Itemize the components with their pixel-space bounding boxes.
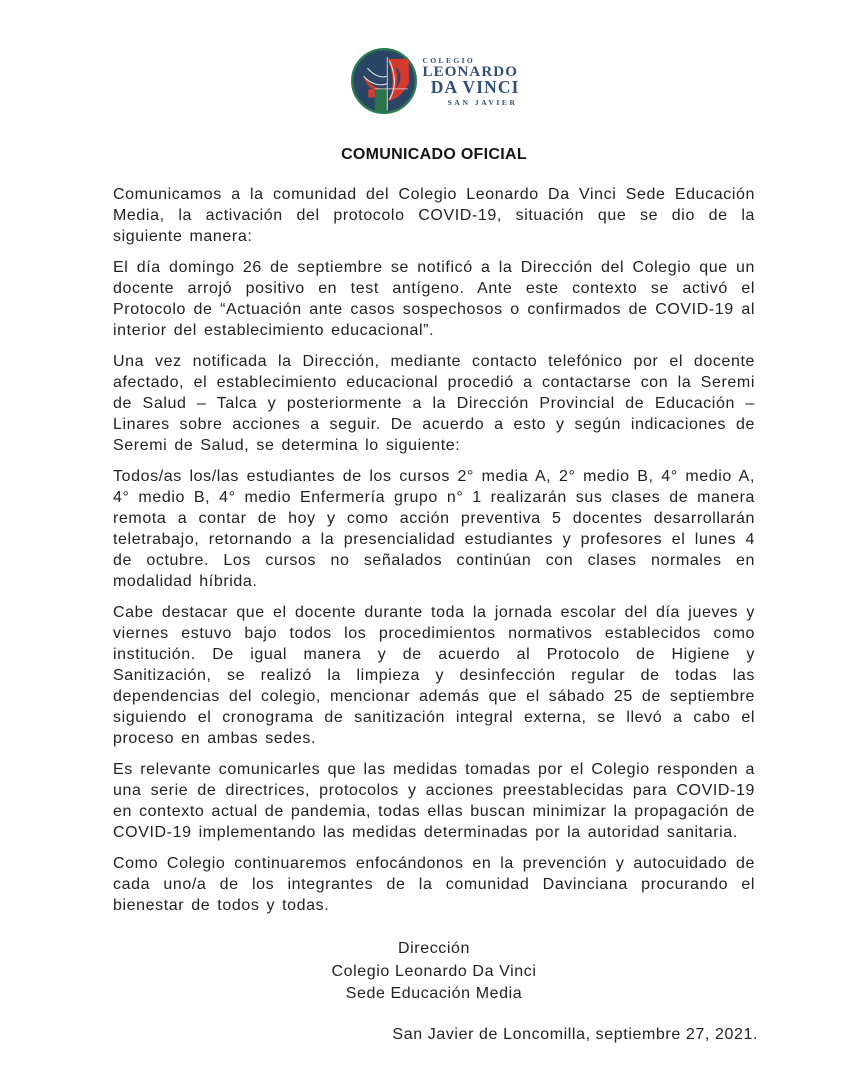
signature-line-sede: Sede Educación Media xyxy=(345,985,523,1002)
school-logo xyxy=(0,0,868,116)
school-wordmark xyxy=(423,56,520,107)
date-line: San Javier de Loncomilla, septiembre 27, 2021. xyxy=(392,1025,758,1043)
body-paragraph-2: El día domingo 26 de septiembre se notificó a la Dirección del Colegio que un docente arrojó positivo en test antígeno. Ante este contexto se activó el Protocolo de “Actuación ante casos sospechosos o confirmados de COVID-19 al interior del establecimiento educacional”. xyxy=(113,259,755,339)
davinci-logo-emblem xyxy=(349,46,419,116)
signature-line-direccion: Dirección xyxy=(397,940,471,957)
signature-line-colegio: Colegio Leonardo Da Vinci xyxy=(331,962,537,980)
wordmark-colegio: COLEGIO xyxy=(422,55,476,65)
body-paragraph-3: Una vez notificada la Dirección, mediante contacto telefónico por el docente afectado, el establecimiento educacional procedió a contactarse con la Seremi de Salud – Talca y posteriormente a la Dirección Provincial de Educación – Linares sobre acciones a seguir. De acuerdo a esto y según indicaciones de Seremi de Salud, se determina lo siguiente: xyxy=(113,353,755,454)
body-paragraph-4: Todos/as los/las estudiantes de los cursos 2° media A, 2° medio B, 4° medio A, 4° medio B, 4° medio Enfermería grupo n° 1 realizarán sus clases de manera remota a contar de hoy y como acción preventiva 5 docentes desarrollarán teletrabajo, retornando a la presencialidad estudiantes y profesores el lunes 4 de octubre. Los cursos no señalados continúan con clases normales en modalidad híbrida. xyxy=(113,468,755,590)
wordmark-leonardo: LEONARDO xyxy=(422,63,518,80)
body-paragraph-6: Es relevante comunicarles que las medidas tomadas por el Colegio responden a una serie de directrices, protocolos y acciones preestablecidas para COVID-19 en contexto actual de pandemia, todas ellas buscan minimizar la propagación de COVID-19 implementando las medidas determinadas por la autoridad sanitaria. xyxy=(113,761,755,841)
body-paragraph-5: Cabe destacar que el docente durante toda la jornada escolar del día jueves y viernes estuvo bajo todos los procedimientos normativos establecidos como institución. De igual manera y de acuerdo al Protocolo de Higiene y Sanitización, se realizó la limpieza y desinfección regular de todas las dependencias del colegio, mencionar además que el sábado 25 de septiembre siguiendo el cronograma de sanitización integral externa, se llevó a cabo el proceso en ambas sedes. xyxy=(113,604,755,747)
wordmark-san-javier: SAN JAVIER xyxy=(447,97,518,107)
signature-block xyxy=(0,938,868,1006)
document-title: COMUNICADO OFICIAL xyxy=(341,146,527,163)
body-paragraph-1: Comunicamos a la comunidad del Colegio Leonardo Da Vinci Sede Educación Media, la activación del protocolo COVID-19, situación que se dio de la siguiente manera: xyxy=(113,186,755,245)
body-paragraph-7: Como Colegio continuaremos enfocándonos en la prevención y autocuidado de cada uno/a de los integrantes de la comunidad Davinciana procurando el bienestar de todos y todas. xyxy=(113,855,755,914)
document-body xyxy=(113,184,755,916)
wordmark-da-vinci: DA VINCI xyxy=(430,76,520,97)
